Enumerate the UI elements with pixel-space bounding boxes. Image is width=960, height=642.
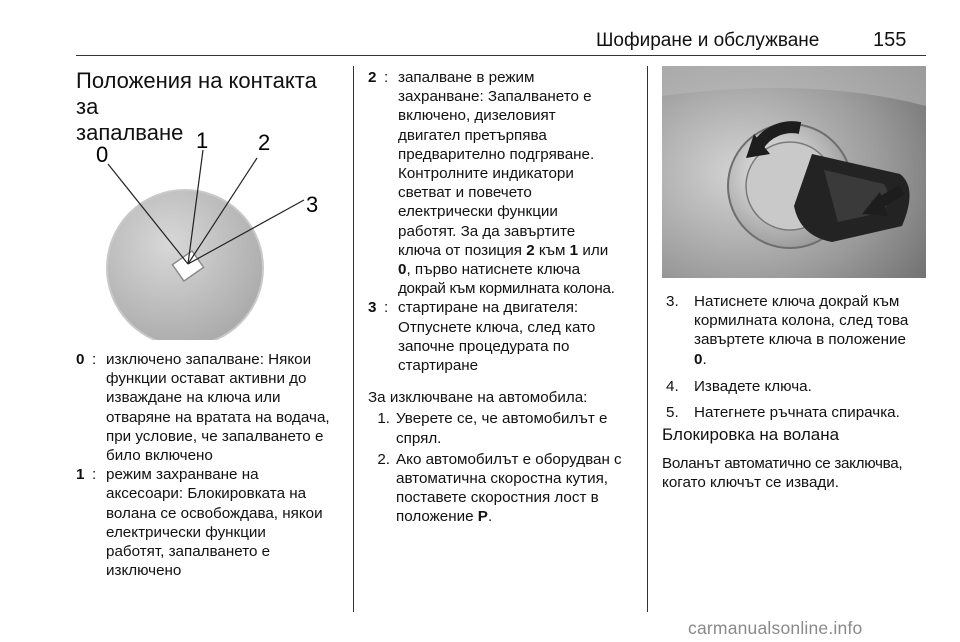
position-item-1: 1 : режим захранване на аксесоари: Блокировката на волана се освобождава, някои електрически функции работят, запалването е изключено [76,465,350,580]
position-desc-2: запалване в режим захранване: Запалването е включено, дизеловият двигател претърпява предварително подгряване. Контролните индикатори светват и повечето електрически функции работят. За да завъртите ключа от позиция 2 към 1 или 0, първо натиснете ключа докрай към кормилната колона. [398,69,615,298]
diagram-label-1: 1 [196,128,209,153]
position-item-3: 3 : стартиране на двигателя: Отпуснете ключа, след като започне процедурата по стартиране [368,298,644,375]
column-right [666,292,928,422]
position-list-left [76,350,350,580]
watermark: carmanualsonline.info [688,618,863,638]
step-3: 3. Натиснете ключа докрай към кормилната колона, след това завъртете ключа в положение 0. [666,293,909,368]
column-middle [368,68,644,527]
shutdown-step-2: 2. Ако автомобилът е оборудван с автоматична скоростна кутия, поставете скоростния лост в положение P. [377,450,622,526]
section-title: Положения на контакта за запалване [76,68,317,145]
position-desc-3: стартиране на двигателя: Отпуснете ключа, след като започне процедурата по стартиране [398,299,596,375]
diagram-label-0: 0 [96,142,109,167]
diagram-label-2: 2 [258,130,271,155]
step-5: 5. Натегнете ръчната спирачка. [666,404,900,422]
diagram-label-3: 3 [306,192,319,217]
header-title: Шофиране и обслужване [596,30,820,51]
ignition-diagram [76,120,336,340]
position-item-0: 0 : изключено запалване: Някои функции остават активни до изваждане на ключа или отваряне на вратата на водача, при условие, че запалването е било включено [76,350,350,465]
column-divider-2 [647,66,648,612]
shutdown-intro: За изключване на автомобила: [368,389,588,407]
steering-lock-text: Воланът автоматично се заключва, когато ключът се извади. [662,455,903,492]
steering-lock-section [662,424,930,492]
position-item-2: 2 : запалване в режим захранване: Запалването е включено, дизеловият двигател претърпява предварително подгряване. Контролните индикатори светват и повечето електрически функции работят. За да завъртите ключа от позиция 2 към 1 или 0, първо натиснете ключа докрай към кормилната колона. [368,68,644,298]
position-desc-0: изключено запалване: Някои функции остават активни до изваждане на ключа или отваряне на вратата на водача, при условие, че запалването е било включено [106,351,330,465]
shutdown-step-1: 1. Уверете се, че автомобилът е спрял. [377,410,608,447]
page-number: 155 [873,29,907,51]
key-ignition-photo [662,66,926,278]
header-rule [76,55,926,56]
position-desc-1: режим захранване на аксесоари: Блокировката на волана се освобождава, някои електрически функции работят, запалването е изключено [106,466,323,580]
steering-lock-title: Блокировка на волана [662,425,840,444]
column-divider-1 [353,66,354,612]
step-4: 4. Извадете ключа. [666,377,812,395]
